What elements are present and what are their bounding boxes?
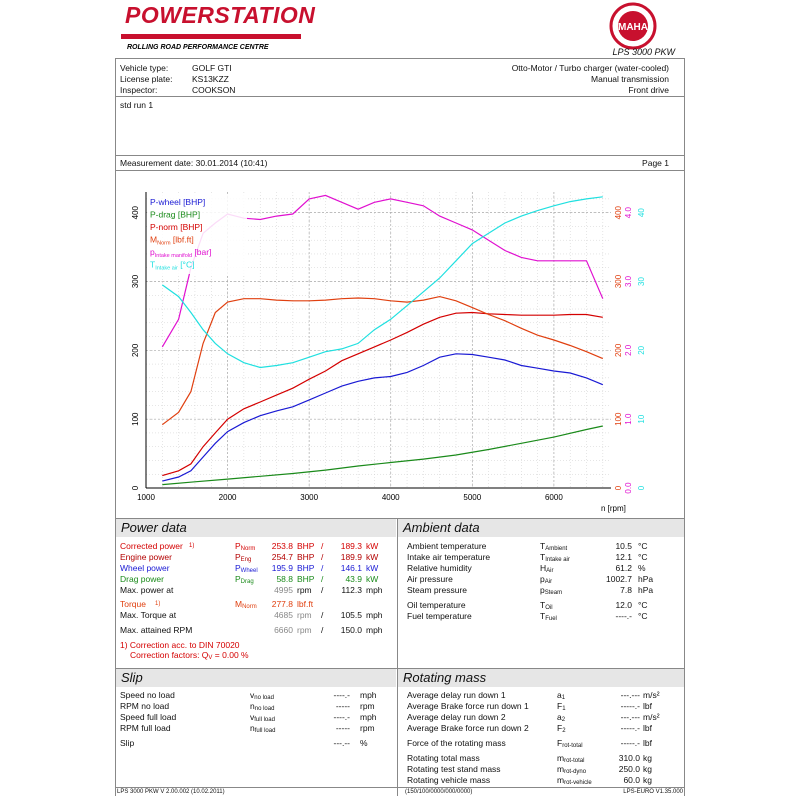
license-plate-value: KS13KZZ	[192, 74, 229, 84]
rotating-row: Average delay run down 2 $a_2$ ---.--- m/s²	[407, 712, 660, 723]
maha-logo	[602, 2, 664, 50]
power-row: Corrected power 1) $P_{Norm}$ 253.8 BHP / 189.3 kW	[120, 541, 379, 552]
right-tick-label-temp: 30	[637, 277, 646, 286]
power-row: Wheel power $P_{Wheel}$ 195.9 BHP / 146.1 kW	[120, 563, 379, 574]
right-tick-label-temp: 10	[637, 414, 646, 424]
series-line-p-norm-bhp-	[162, 313, 603, 476]
legend-item: P-wheel [BHP]	[150, 197, 206, 207]
rotating-row: Rotating total mass $m_{rot-total}$ 310.0 kg	[407, 753, 652, 764]
ambient-row: Steam pressure $p_{Steam}$ 7.8 hPa	[407, 585, 654, 596]
right-tick-label-temp: 20	[637, 345, 646, 355]
drive-type: Front drive	[628, 85, 669, 95]
x-tick-label: 1000	[137, 493, 155, 502]
footnote-factors: Correction factors: $Q_V = 0.00$ %	[130, 650, 249, 661]
right-tick-label-torque: 300	[614, 274, 623, 289]
ambient-row: Air pressure $p_{Air}$ 1002.7 hPa	[407, 574, 654, 585]
ambient-row: Fuel temperature $T_{Fuel}$ ----.- °C	[407, 611, 648, 622]
right-tick-label-torque: 200	[614, 343, 623, 358]
dyno-chart	[115, 170, 685, 515]
left-tick-label: 400	[131, 205, 140, 220]
right-tick-label-temp: 0	[637, 485, 646, 491]
legend-item: $T_{Intake air}$ [°C]	[150, 259, 195, 272]
run-name: std run 1	[120, 100, 154, 110]
rotating-row: Rotating vehicle mass $m_{rot-vehicle}$ 60.0 kg	[407, 775, 652, 786]
measurement-date: Measurement date: 30.01.2014 (10:41)	[120, 158, 268, 168]
right-tick-label-pressure: 3.0	[624, 275, 633, 288]
slip-row: Speed full load $v_{full load}$ ----.- mph	[120, 712, 377, 723]
ambient-row: Intake air temperature $T_{Intake air}$ 12.1 °C	[407, 552, 648, 563]
license-plate-label: License plate:	[120, 74, 173, 84]
right-tick-label-pressure: 4.0	[624, 207, 633, 219]
legend-item: $p_{Intake manifold}$ [bar]	[150, 247, 212, 259]
footnote-correction: 1) Correction acc. to DIN 70020	[120, 640, 240, 650]
slip-row: RPM no load $n_{no load}$ ----- rpm	[120, 701, 375, 712]
rotating-mass-title: Rotating mass	[398, 669, 684, 687]
legend-item: P-norm [BHP]	[150, 222, 203, 232]
ambient-row: Oil temperature $T_{Oil}$ 12.0 °C	[407, 600, 648, 611]
power-row: Engine power $P_{Eng}$ 254.7 BHP / 189.9 kW	[120, 552, 379, 563]
rotating-row: Average Brake force run down 1 $F_1$ -----.- lbf	[407, 701, 652, 712]
slip-row: Slip ---.-- %	[120, 738, 368, 748]
rotating-row: Average Brake force run down 2 $F_2$ -----.- lbf	[407, 723, 652, 734]
left-tick-label: 100	[131, 412, 140, 426]
ambient-data-title: Ambient data	[398, 519, 684, 537]
vehicle-type-label: Vehicle type:	[120, 63, 169, 73]
right-tick-label-torque: 400	[614, 205, 623, 220]
right-tick-label-torque: 100	[614, 412, 623, 426]
x-tick-label: 3000	[300, 493, 319, 502]
rotating-row: Force of the rotating mass $F_{rot-total}$ -----.- lbf	[407, 738, 652, 749]
transmission: Manual transmission	[591, 74, 669, 84]
series-line-p-drag-bhp-	[162, 426, 603, 485]
footer-right: LPS-EURO V1.35.000	[623, 789, 683, 795]
right-tick-label-torque: 0	[614, 485, 623, 491]
rotating-row: Rotating test stand mass $m_{rot-dyno}$ 250.0 kg	[407, 764, 652, 775]
model-label: LPS 3000 PKW	[612, 47, 675, 57]
rotating-row: Average delay run down 1 $a_1$ ---.--- m/s²	[407, 690, 660, 701]
vehicle-type-value: GOLF GTI	[192, 63, 232, 73]
left-tick-label: 0	[131, 485, 140, 491]
x-tick-label: 5000	[463, 493, 482, 502]
power-data-title: Power data	[116, 519, 396, 537]
slip-title: Slip	[116, 669, 396, 687]
inspector-value: COOKSON	[192, 85, 236, 95]
max-torque-row: Max. Torque at 4685 rpm / 105.5 mph	[120, 610, 383, 620]
right-tick-label-pressure: 2.0	[624, 344, 633, 356]
x-axis-label: n [rpm]	[601, 504, 626, 513]
left-tick-label: 300	[131, 274, 140, 289]
max-rpm-row: Max. attained RPM 6660 rpm / 150.0 mph	[120, 625, 383, 635]
inspector-label: Inspector:	[120, 85, 158, 95]
brand-name: POWERSTATION	[125, 2, 316, 28]
engine-type: Otto-Motor / Turbo charger (water-cooled)	[511, 63, 669, 73]
x-tick-label: 4000	[381, 493, 400, 502]
footer-center: (150/100/0000/000/0000)	[405, 789, 473, 795]
brand-bar	[121, 34, 301, 39]
footer-left: LPS 3000 PKW V 2.00.002 (10.02.2011)	[117, 789, 225, 795]
slip-row: Speed no load $v_{no load}$ ----.- mph	[120, 690, 377, 701]
power-row: Max. power at 4995 rpm / 112.3 mph	[120, 585, 383, 595]
right-tick-label-pressure: 1.0	[624, 413, 633, 425]
right-tick-label-temp: 40	[637, 208, 646, 218]
left-tick-label: 200	[131, 343, 140, 358]
slip-row: RPM full load $n_{full load}$ ----- rpm	[120, 723, 375, 734]
x-tick-label: 6000	[544, 493, 563, 502]
ambient-row: Ambient temperature $T_{Ambient}$ 10.5 °C	[407, 541, 648, 552]
torque-row: Torque 1) $M_{Norm}$ 277.8 lbf.ft	[120, 599, 314, 610]
page-number: Page 1	[642, 158, 669, 168]
power-row: Drag power $P_{Drag}$ 58.8 BHP / 43.9 kW	[120, 574, 379, 585]
x-tick-label: 2000	[218, 493, 237, 502]
brand-subtitle: ROLLING ROAD PERFORMANCE CENTRE	[127, 44, 269, 51]
ambient-row: Relative humidity $H_{Air}$ 61.2 %	[407, 563, 646, 574]
logo-text: MAHA	[618, 22, 648, 33]
series-line-p-wheel-bhp-	[162, 354, 603, 481]
right-tick-label-pressure: 0.0	[624, 482, 633, 494]
legend-item: $M_{Norm}$ [lbf.ft]	[150, 234, 194, 247]
legend-item: P-drag [BHP]	[150, 209, 201, 220]
report-page	[115, 0, 685, 800]
